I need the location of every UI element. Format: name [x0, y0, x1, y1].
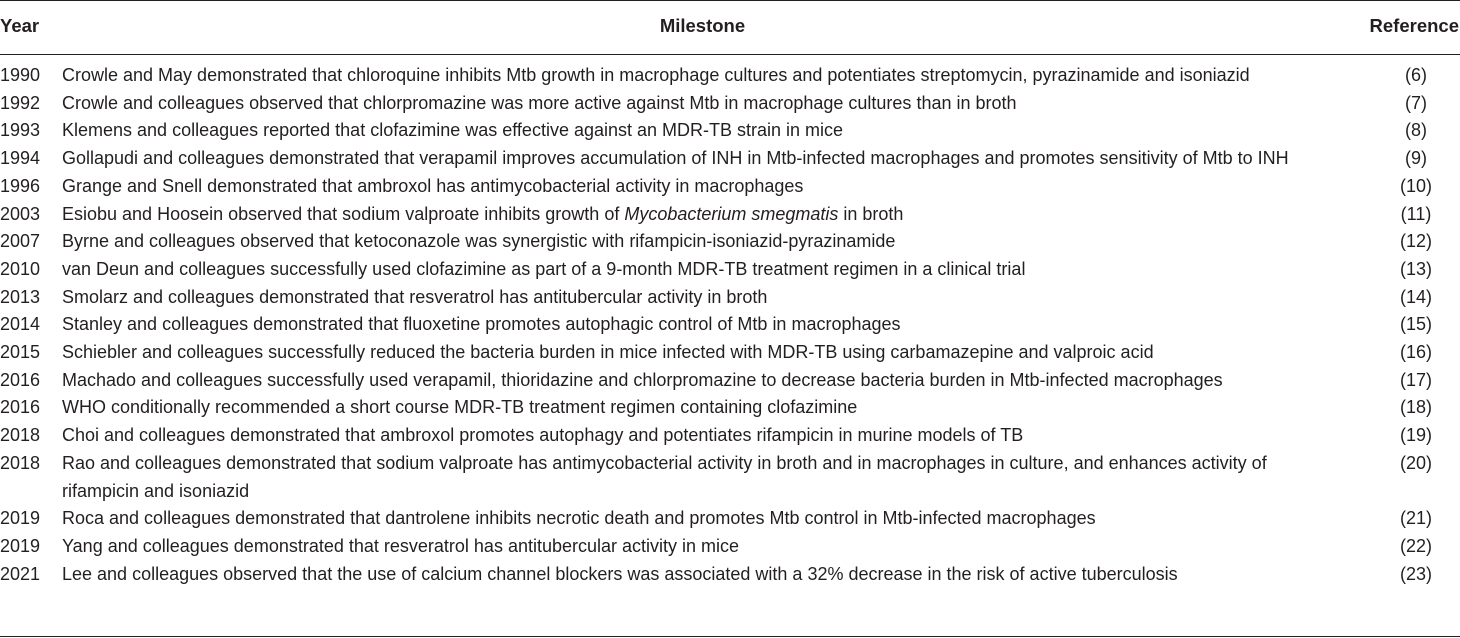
table-row — [0, 228, 1460, 256]
table-row — [0, 256, 1460, 284]
row-year: 2018 — [0, 425, 41, 446]
header-year: Year — [0, 15, 40, 36]
row-reference: (13) — [1399, 258, 1432, 279]
header-rule — [0, 54, 1460, 55]
row-milestone: Schiebler and colleagues successfully reduced the bacteria burden in mice infected with MDR-TB using carbamazepine and valproic acid — [62, 342, 1154, 363]
row-reference: (17) — [1399, 369, 1432, 390]
row-reference: (6) — [1405, 65, 1427, 85]
row-reference: (16) — [1399, 342, 1432, 363]
row-milestone — [62, 201, 1312, 229]
row-milestone-text-after: in broth — [838, 203, 904, 224]
row-milestone: Grange and Snell demonstrated that ambroxol has antimycobacterial activity in macrophages — [62, 175, 804, 196]
row-reference: (8) — [1405, 120, 1427, 141]
row-year: 1996 — [0, 175, 41, 196]
row-year: 2018 — [0, 452, 41, 473]
table-row — [0, 533, 1460, 561]
table-row — [0, 394, 1460, 422]
row-milestone-text-before: Esiobu and Hoosein observed that sodium valproate inhibits growth of — [62, 203, 625, 224]
row-reference: (15) — [1399, 314, 1432, 335]
row-year: 2019 — [0, 535, 41, 556]
row-reference: (18) — [1399, 397, 1432, 418]
row-year: 2016 — [0, 369, 41, 390]
table-row — [0, 450, 1460, 505]
species-name: Mycobacterium smegmatis — [624, 203, 839, 224]
row-year: 2010 — [0, 258, 41, 279]
table-row — [0, 90, 1460, 118]
row-reference: (14) — [1399, 286, 1432, 307]
row-milestone: Lee and colleagues observed that the use of calcium channel blockers was associated with a 32% decrease in the risk of active tuberculosis — [62, 563, 1178, 584]
row-milestone: Byrne and colleagues observed that ketoconazole was synergistic with rifampicin-isoniazid-pyrazinamide — [62, 231, 896, 252]
row-reference: (20) — [1399, 452, 1432, 473]
header-reference: Reference — [1369, 15, 1459, 36]
row-year: 2015 — [0, 342, 41, 363]
row-milestone: Yang and colleagues demonstrated that resveratrol has antitubercular activity in mice — [62, 535, 740, 556]
bottom-rule — [0, 636, 1460, 637]
row-milestone: WHO conditionally recommended a short course MDR-TB treatment regimen containing clofazimine — [62, 397, 858, 418]
row-year: 1993 — [0, 120, 41, 141]
table-body — [0, 62, 1460, 588]
row-year: 1994 — [0, 148, 41, 169]
table-row — [0, 311, 1460, 339]
row-year: 2013 — [0, 286, 41, 307]
row-reference: (21) — [1399, 508, 1432, 529]
header-milestone: Milestone — [659, 15, 746, 36]
row-reference: (23) — [1399, 563, 1432, 584]
table-row — [0, 505, 1460, 533]
row-reference: (11) — [1400, 203, 1432, 224]
row-year: 2016 — [0, 397, 41, 418]
row-reference: (12) — [1399, 231, 1432, 252]
row-year: 2019 — [0, 508, 41, 529]
row-milestone: Crowle and colleagues observed that chlorpromazine was more active against Mtb in macrophage cultures than in broth — [62, 92, 1017, 113]
table-header — [0, 15, 1460, 41]
row-year: 2007 — [0, 231, 41, 252]
table-row — [0, 145, 1460, 173]
table-row — [0, 201, 1460, 229]
row-milestone: Gollapudi and colleagues demonstrated that verapamil improves accumulation of INH in Mtb-infected macrophages and promotes sensitivity of Mtb to INH — [62, 148, 1289, 169]
row-milestone: Rao and colleagues demonstrated that sodium valproate has antimycobacterial activity in broth and in macrophages in culture, and enhances activity of rifampicin and isoniazid — [62, 452, 1267, 501]
table-row — [0, 117, 1460, 145]
row-milestone: Machado and colleagues successfully used verapamil, thioridazine and chlorpromazine to decrease bacteria burden in Mtb-infected macrophages — [62, 369, 1223, 390]
table-row — [0, 284, 1460, 312]
row-reference: (19) — [1399, 425, 1432, 446]
row-reference: (10) — [1399, 175, 1432, 196]
row-milestone: van Deun and colleagues successfully used clofazimine as part of a 9-month MDR-TB treatment regimen in a clinical trial — [62, 258, 1026, 279]
row-year: 2021 — [0, 563, 41, 584]
table-row — [0, 173, 1460, 201]
row-milestone: Choi and colleagues demonstrated that ambroxol promotes autophagy and potentiates rifampicin in murine models of TB — [62, 425, 1024, 446]
row-milestone: Smolarz and colleagues demonstrated that resveratrol has antitubercular activity in broth — [62, 286, 768, 307]
row-reference: (7) — [1405, 92, 1427, 113]
row-reference: (22) — [1399, 535, 1432, 556]
row-milestone: Stanley and colleagues demonstrated that fluoxetine promotes autophagic control of Mtb in macrophages — [62, 314, 901, 335]
table-row — [0, 339, 1460, 367]
table-row — [0, 561, 1460, 589]
row-year: 1990 — [0, 65, 41, 85]
row-year: 2014 — [0, 314, 41, 335]
row-reference: (9) — [1405, 148, 1427, 169]
table-row — [0, 367, 1460, 395]
row-milestone: Klemens and colleagues reported that clofazimine was effective against an MDR-TB strain in mice — [62, 120, 844, 141]
top-rule — [0, 0, 1460, 1]
row-year: 1992 — [0, 92, 41, 113]
row-milestone: Roca and colleagues demonstrated that dantrolene inhibits necrotic death and promotes Mtb control in Mtb-infected macrophages — [62, 508, 1096, 529]
table-row — [0, 422, 1460, 450]
row-milestone: Crowle and May demonstrated that chloroquine inhibits Mtb growth in macrophage cultures and potentiates streptomycin, pyrazinamide and isoniazid — [62, 65, 1250, 85]
table-row — [0, 62, 1460, 90]
row-year: 2003 — [0, 203, 41, 224]
